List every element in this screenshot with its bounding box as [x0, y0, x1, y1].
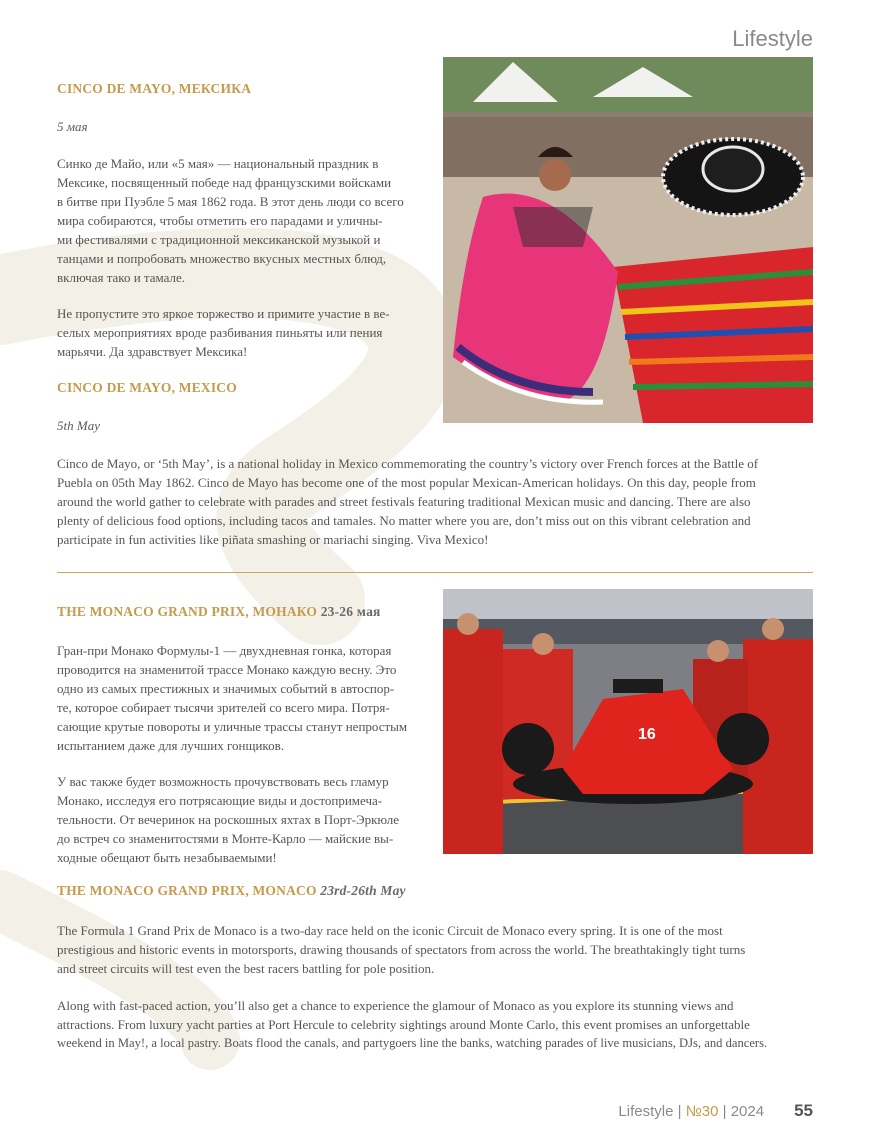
section-label: Lifestyle	[732, 26, 813, 51]
cinco-ru-paragraph-1	[57, 154, 427, 287]
text-line: ходные обещают быть незабываемыми!	[57, 850, 277, 865]
text-line: participate in fun activities like piñata smashing or mariachi singing. Viva Mexico!	[57, 532, 489, 547]
text-line: Синко де Майо, или «5 мая» — национальный праздник в	[57, 156, 379, 171]
monaco-en-paragraph-1	[57, 921, 813, 978]
cinco-en-heading: CINCO DE MAYO, MEXICO	[57, 380, 237, 395]
monaco-ru-heading-text: THE MONACO GRAND PRIX, МОНАКО	[57, 604, 318, 619]
page-footer	[618, 1101, 813, 1121]
text-line: Puebla on 05th May 1862. Cinco de Mayo has become one of the most popular Mexican-American holidays. On this day, people from	[57, 475, 756, 490]
car-number: 16	[638, 726, 656, 743]
text-line: Cinco de Mayo, or ‘5th May’, is a national holiday in Mexico commemorating the country’s victory over French forces at the Battle of	[57, 456, 759, 471]
text-line: испытанием даже для лучших гонщиков.	[57, 738, 284, 753]
text-line: одно из самых престижных и значимых событий в автоспор-	[57, 681, 395, 696]
footer-year: 2024	[730, 1103, 765, 1120]
text-line: Along with fast-paced action, you’ll also get a chance to experience the glamour of Monaco as you explore its stunning views and	[57, 998, 734, 1013]
text-line: ми фестивалями с традиционной мексиканской музыкой и	[57, 232, 381, 247]
cinco-ru-date: 5 мая	[57, 119, 88, 134]
text-line: attractions. From luxury yacht parties at Port Hercule to celebrity sightings around Monte Carlo, this event promises an unforgettable	[57, 1017, 750, 1032]
text-line: plenty of delicious food options, including tacos and tamales. No matter where you are, don’t miss out on this vibrant celebration and	[57, 513, 751, 528]
monaco-ru-paragraph-1	[57, 641, 427, 755]
text-line: селых мероприятиях вроде разбивания пиньяты или пения	[57, 325, 383, 340]
cinco-ru-heading: CINCO DE MAYO, МЕКСИКА	[57, 81, 252, 96]
footer-issue-number: №30	[685, 1103, 719, 1120]
text-line: танцами и попробовать множество вкусных местных блюд,	[57, 251, 387, 266]
monaco-ru-paragraph-2	[57, 772, 427, 867]
text-line: and street circuits will test even the best racers battling for pole position.	[57, 961, 435, 976]
footer-section: Lifestyle	[618, 1103, 674, 1120]
text-line: проводится на знаменитой трассе Монако каждую весну. Это	[57, 662, 397, 677]
text-line: prestigious and historic events in motorsports, drawing thousands of spectators from across the world. The breathtakingly tight turns	[57, 942, 746, 957]
section-divider	[57, 572, 813, 573]
text-line: мира собираются, чтобы отметить его парадами и уличны-	[57, 213, 383, 228]
text-line: Монако, исследуя его потрясающие виды и достопримеча-	[57, 793, 383, 808]
cinco-ru-paragraph-2	[57, 304, 427, 361]
text-line: тельности. От вечеринок на роскошных яхтах в Порт-Эркюле	[57, 812, 400, 827]
text-line: Гран-при Монако Формулы-1 — двухдневная гонка, которая	[57, 643, 392, 658]
text-line: марьячи. Да здравствует Мексика!	[57, 344, 248, 359]
text-line: включая тако и тамале.	[57, 270, 186, 285]
text-line: в битве при Пуэбле 5 мая 1862 года. В этот день люди со всего	[57, 194, 404, 209]
cinco-en-paragraph	[57, 454, 813, 549]
monaco-en-paragraph-2	[57, 996, 813, 1053]
monaco-grand-prix-photo	[443, 589, 813, 854]
monaco-en-heading	[57, 883, 406, 899]
text-line: до встреч со знаменитостями в Монте-Карло — майские вы-	[57, 831, 394, 846]
text-line: сающие крутые повороты и уличные трассы станут непростым	[57, 719, 408, 734]
text-line: The Formula 1 Grand Prix de Monaco is a two-day race held on the iconic Circuit de Monaco every spring. It is one of the most	[57, 923, 723, 938]
cinco-en-date: 5th May	[57, 418, 100, 433]
text-line: Мексике, посвященный победе над французскими войсками	[57, 175, 392, 190]
page-number: 55	[794, 1101, 813, 1120]
monaco-en-date: 23rd-26th May	[320, 883, 406, 898]
monaco-ru-heading	[57, 604, 381, 620]
text-line: те, которое собирает тысячи зрителей со всего мира. Потря-	[57, 700, 390, 715]
monaco-en-heading-text: THE MONACO GRAND PRIX, MONACO	[57, 883, 317, 898]
text-line: Не пропустите это яркое торжество и примите участие в ве-	[57, 306, 390, 321]
cinco-de-mayo-photo	[443, 57, 813, 423]
text-line: У вас также будет возможность прочувствовать весь гламур	[57, 774, 389, 789]
text-line: weekend in May!, a local pastry. Boats flood the canals, and partygoers line the banks, watching parades of live musicians, DJs, and dancers.	[57, 1036, 768, 1050]
footer-separator: |	[673, 1103, 686, 1120]
text-line: around the world gather to celebrate with parades and street festivals featuring traditional Mexican music and dancing. There are also	[57, 494, 751, 509]
monaco-ru-date: 23-26 мая	[320, 604, 381, 619]
footer-separator: |	[718, 1103, 731, 1120]
